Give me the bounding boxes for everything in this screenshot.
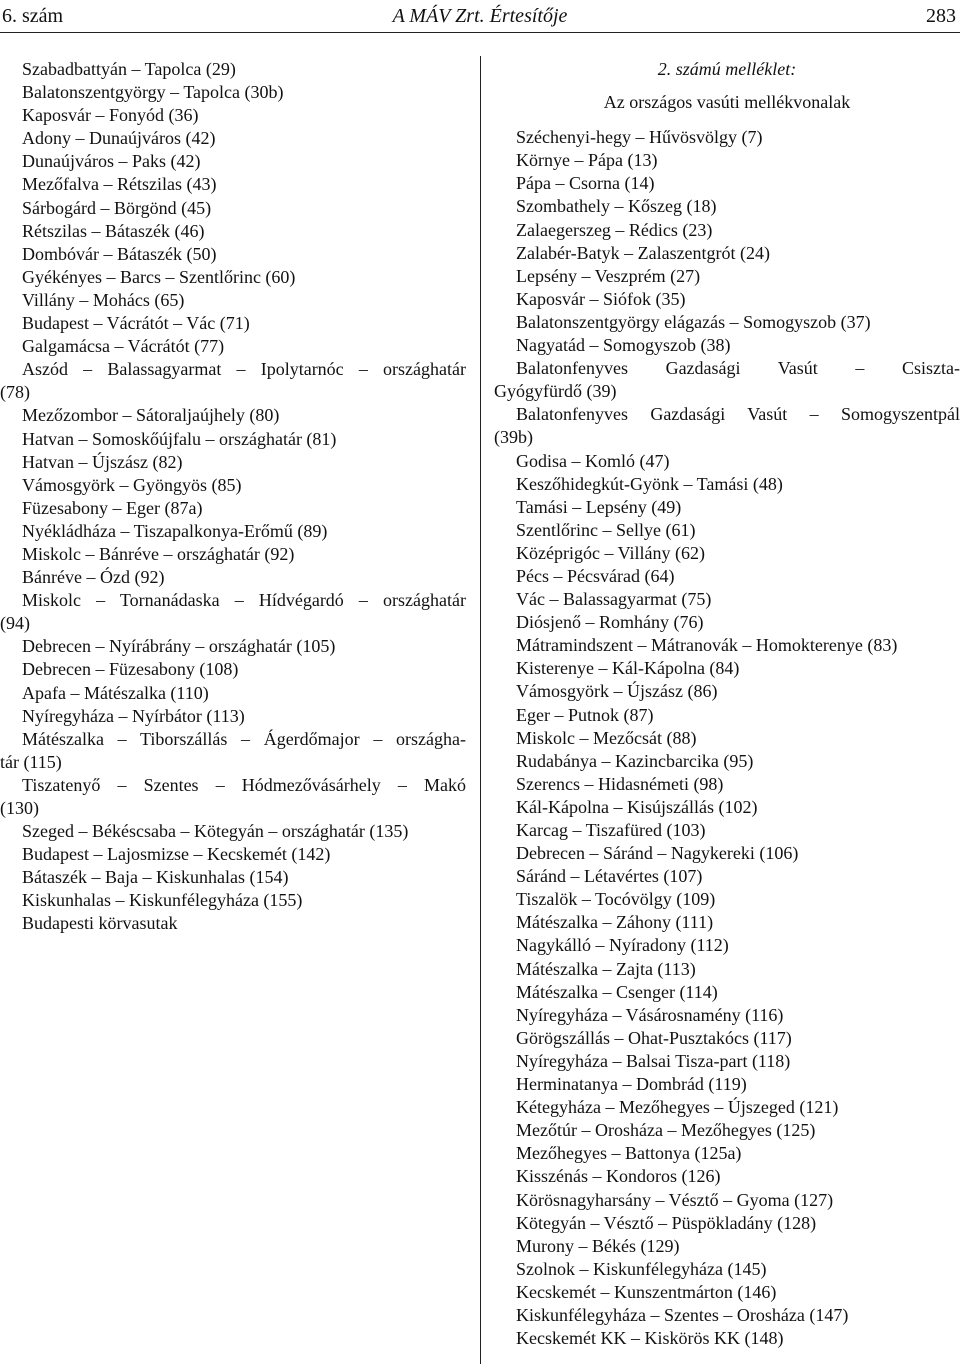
railway-line-item: Debrecen – Sáránd – Nagykereki (106) [516,843,799,864]
railway-line-item: Kétegyháza – Mezőhegyes – Újszeged (121) [516,1097,839,1118]
railway-line-item: Kiskunhalas – Kiskunfélegyháza (155) [22,890,303,911]
railway-line-item: Sárbogárd – Börgönd (45) [22,197,212,218]
railway-line-item: Zalaegerszeg – Rédics (23) [516,219,713,240]
railway-line-item: Miskolc – Mezőcsát (88) [516,727,697,748]
railway-line-item: Pápa – Csorna (14) [516,173,655,194]
right-column-line-list [494,126,960,1350]
railway-line-item: Görögszállás – Ohat-Pusztakócs (117) [516,1027,792,1048]
railway-line-item: Dunaújváros – Paks (42) [22,151,201,172]
railway-line-item: Vác – Balassagyarmat (75) [516,589,712,610]
railway-line-item: Vámosgyörk – Újszász (86) [516,681,718,702]
railway-line-item: Debrecen – Füzesabony (108) [22,659,239,680]
railway-line-item: Körösnagyharsány – Vésztő – Gyoma (127) [516,1189,834,1210]
railway-line-item: Budapest – Vácrátót – Vác (71) [22,313,250,334]
railway-line-item: Eger – Putnok (87) [516,704,654,725]
railway-line-item: Kál-Kápolna – Kisújszállás (102) [516,796,758,817]
railway-line-item: Balatonfenyves Gazdasági Vasút – Csiszta- [516,358,960,379]
column-divider [480,56,481,1364]
annex-label: 2. számú melléklet: [657,59,797,79]
railway-line-item: Középrigóc – Villány (62) [516,542,706,563]
railway-line-item: Zalabér-Batyk – Zalaszentgrót (24) [516,242,771,263]
railway-line-item: Miskolc – Tornanádaska – Hídvégardó – országhatár [22,590,466,611]
railway-line-item: Karcag – Tiszafüred (103) [516,820,706,840]
railway-line-item: Kecskemét KK – Kiskörös KK (148) [516,1328,784,1349]
railway-line-item: Aszód – Balassagyarmat – Ipolytarnóc – országhatár [22,359,466,380]
railway-line-item: Bánréve – Ózd (92) [22,567,165,588]
railway-line-item: Mátramindszent – Mátranovák – Homokterenye (83) [516,635,898,656]
railway-line-item: Miskolc – Bánréve – országhatár (92) [22,543,295,564]
railway-line-item: Széchenyi-hegy – Hűvösvölgy (7) [516,127,763,148]
railway-line-item: Vámosgyörk – Gyöngyös (85) [22,474,242,495]
railway-line-item: Kiskunfélegyháza – Szentes – Orosháza (147) [516,1304,849,1325]
railway-line-item: tár (115) [0,751,62,772]
railway-line-item: Sáránd – Létavértes (107) [516,866,703,887]
railway-line-item: Szombathely – Kőszeg (18) [516,196,717,217]
railway-line-item: (78) [0,382,30,403]
railway-line-item: Rudabánya – Kazincbarcika (95) [516,750,754,771]
railway-line-item: Hatvan – Újszász (82) [22,451,183,472]
railway-line-item: Szabadbattyán – Tapolca (29) [22,59,236,79]
railway-line-item: Rétszilas – Bátaszék (46) [22,220,205,241]
annex-title: Az országos vasúti mellékvonalak [603,92,851,113]
railway-line-item: Villány – Mohács (65) [22,289,185,310]
railway-line-item: Herminatanya – Dombrád (119) [516,1074,747,1095]
railway-line-item: Nyíregyháza – Nyírbátor (113) [22,705,245,726]
railway-line-item: Balatonszentgyörgy elágazás – Somogyszob (37) [516,311,871,332]
railway-line-item: (130) [0,798,39,818]
railway-line-item: Balatonszentgyörgy – Tapolca (30b) [22,82,284,103]
left-column-line-list [0,58,466,936]
railway-line-item: Kisszénás – Kondoros (126) [516,1166,721,1187]
railway-line-item: Budapesti körvasutak [22,913,178,934]
railway-line-item: Mátészalka – Csenger (114) [516,981,718,1002]
railway-line-item: Nagykálló – Nyíradony (112) [516,935,729,956]
railway-line-item: (39b) [494,427,533,448]
railway-line-item: Nagyatád – Somogyszob (38) [516,335,731,356]
railway-line-item: Apafa – Mátészalka (110) [22,682,209,703]
railway-line-item: Tiszalök – Tocóvölgy (109) [516,889,716,910]
railway-line-item: Debrecen – Nyírábrány – országhatár (105) [22,636,336,657]
railway-line-item: Szentlőrinc – Sellye (61) [516,519,696,540]
railway-line-item: Kötegyán – Vésztő – Püspökladány (128) [516,1212,817,1233]
railway-line-item: Galgamácsa – Vácrátót (77) [22,336,225,357]
railway-line-item: Keszőhidegkút-Gyönk – Tamási (48) [516,473,783,494]
railway-line-item: Kaposvár – Siófok (35) [516,288,686,309]
railway-line-item: Mátészalka – Záhony (111) [516,912,714,933]
railway-line-item: Mátészalka – Zajta (113) [516,958,696,979]
railway-line-item: Tiszatenyő – Szentes – Hódmezővásárhely – Makó [22,774,466,795]
railway-line-item: Kaposvár – Fonyód (36) [22,105,199,126]
railway-line-item: Nyíregyháza – Vásárosnamény (116) [516,1004,784,1025]
railway-line-item: Szerencs – Hidasnémeti (98) [516,773,724,794]
railway-line-item: Balatonfenyves Gazdasági Vasút – Somogyszentpál [516,404,960,425]
railway-line-item: Mezőzombor – Sátoraljaújhely (80) [22,405,280,426]
railway-line-item: Murony – Békés (129) [516,1235,680,1256]
railway-line-item: Adony – Dunaújváros (42) [22,128,216,149]
railway-line-item: Szeged – Békéscsaba – Kötegyán – országhatár (135) [22,821,409,842]
railway-line-item: Mezőfalva – Rétszilas (43) [22,174,217,195]
railway-line-item: Hatvan – Somoskőújfalu – országhatár (81) [22,428,337,449]
railway-line-item: Budapest – Lajosmizse – Kecskemét (142) [22,844,331,865]
railway-line-item: Lepsény – Veszprém (27) [516,265,701,286]
railway-line-item: Mátészalka – Tiborszállás – Ágerdőmajor – országha- [22,728,466,749]
railway-line-item: Godisa – Komló (47) [516,450,670,471]
railway-line-item: Gyékényes – Barcs – Szentlőrinc (60) [22,266,296,287]
page-number: 283 [926,5,956,27]
issue-number: 6. szám [2,5,64,27]
railway-line-item: Környe – Pápa (13) [516,150,658,171]
railway-line-item: Diósjenő – Romhány (76) [516,612,704,633]
railway-line-item: Tamási – Lepsény (49) [516,496,682,517]
railway-line-item: Pécs – Pécsvárad (64) [516,565,675,586]
railway-line-item: Gyógyfürdő (39) [494,381,617,402]
railway-line-item: Mezőhegyes – Battonya (125a) [516,1143,742,1164]
railway-line-item: Szolnok – Kiskunfélegyháza (145) [516,1258,767,1279]
railway-line-item: Füzesabony – Eger (87a) [22,497,203,518]
railway-line-item: Kisterenye – Kál-Kápolna (84) [516,658,740,679]
page-header [0,2,960,33]
railway-line-item: Nyékládháza – Tiszapalkonya-Erőmű (89) [22,520,328,541]
railway-line-item: Kecskemét – Kunszentmárton (146) [516,1281,777,1302]
railway-line-item: Nyíregyháza – Balsai Tisza-part (118) [516,1050,791,1071]
railway-line-item: Mezőtúr – Orosháza – Mezőhegyes (125) [516,1120,816,1141]
railway-line-item: Dombóvár – Bátaszék (50) [22,243,217,264]
railway-line-item: (94) [0,613,30,634]
railway-line-item: Bátaszék – Baja – Kiskunhalas (154) [22,867,289,888]
right-column [494,58,960,1350]
publication-title: A MÁV Zrt. Értesítője [392,5,568,27]
